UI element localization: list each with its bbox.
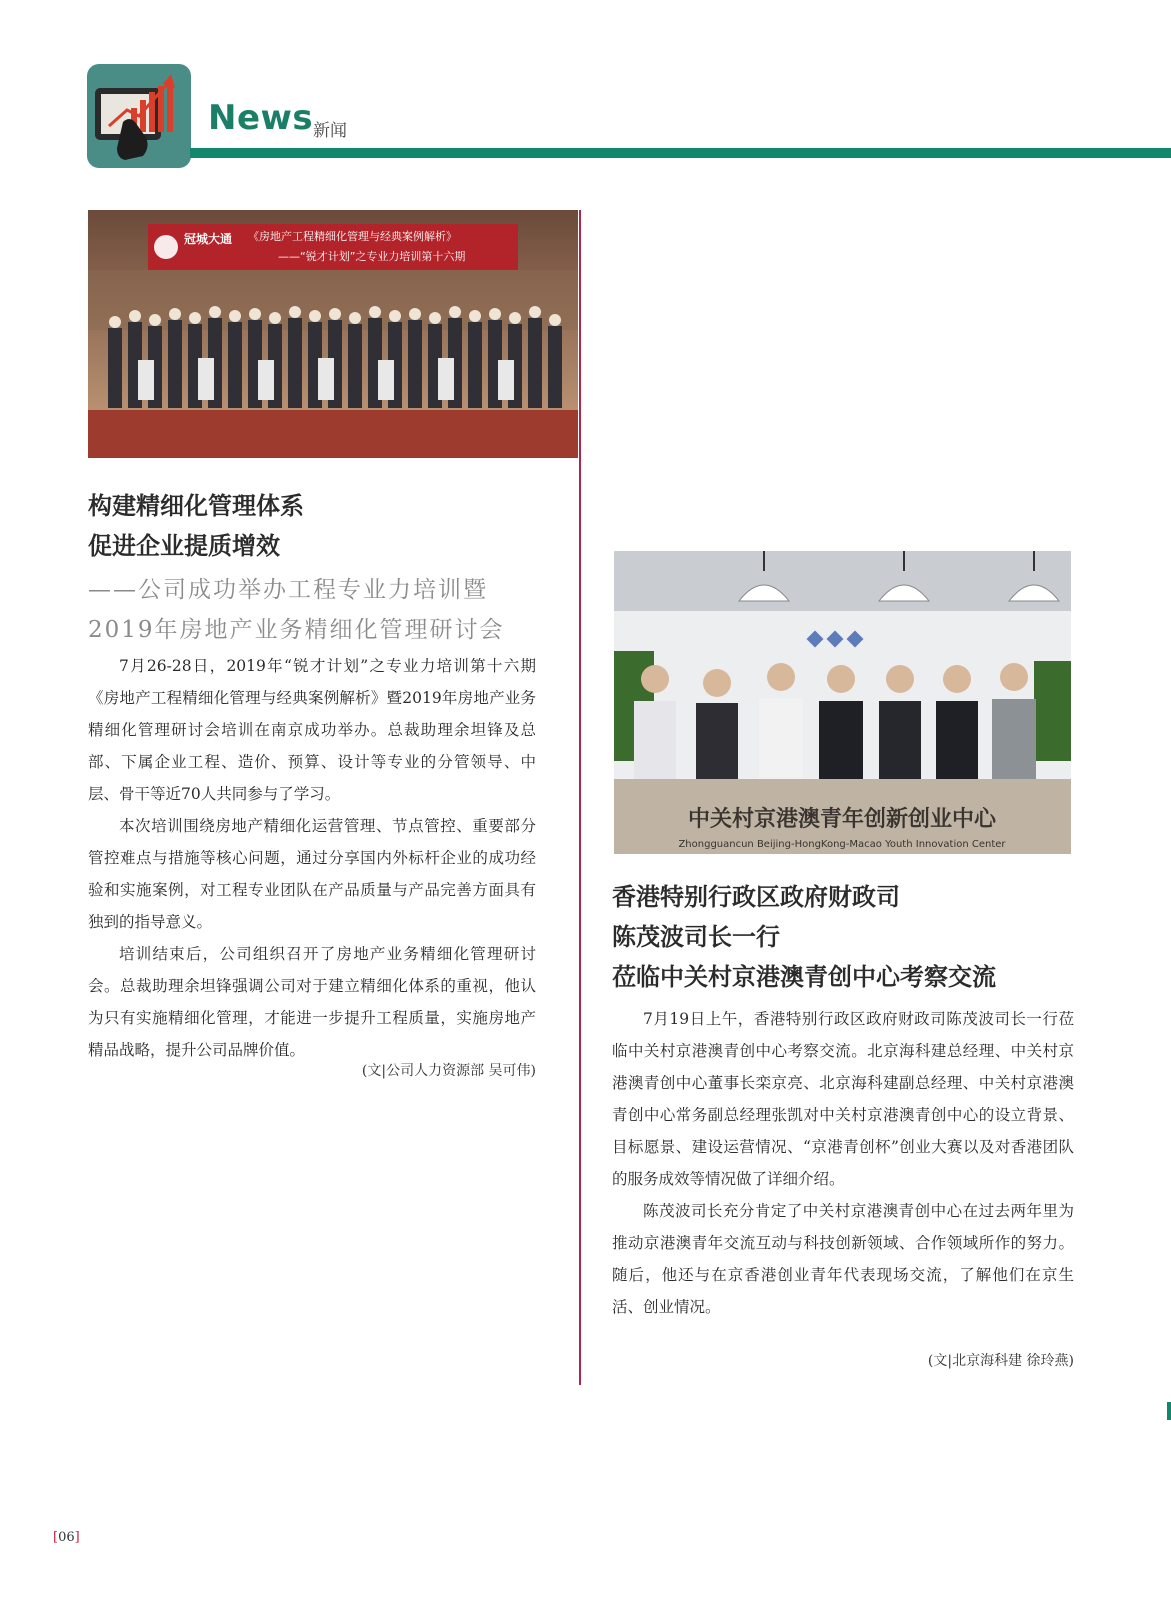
- column-divider: [579, 210, 581, 1385]
- article2-headline: [612, 877, 1072, 997]
- sign-chinese: 中关村京港澳青年创新创业中心: [687, 807, 997, 832]
- article1-subhead-line1: ——公司成功举办工程专业力培训暨: [88, 577, 488, 603]
- article1-credit: (文|公司人力资源部 吴可伟): [361, 1063, 536, 1079]
- article2-headline-line1: 香港特别行政区政府财政司: [612, 882, 900, 911]
- article1-paragraph: 7月26-28日，2019年“锐才计划”之专业力培训第十六期《房地产工程精细化管理与经典案例解析》暨2019年房地产业务精细化管理研讨会培训在南京成功举办。总裁助理余坦锋及总部、下属企业工程、造价、预算、设计等专业的分管领导、中层、骨干等近70人共同参与了学习。: [88, 657, 536, 803]
- article1-headline-line1: 构建精细化管理体系: [88, 491, 304, 520]
- article2-body: [612, 1003, 1074, 1323]
- article1-paragraph: 本次培训围绕房地产精细化运营管理、节点管控、重要部分管控难点与措施等核心问题，通过分享国内外标杆企业的成功经验和实施案例，对工程专业团队在产品质量与产品完善方面具有独到的指导意义。: [88, 817, 536, 931]
- visit-group-photo: [614, 551, 1071, 854]
- section-subtitle: 新闻: [313, 121, 347, 141]
- edge-marker: [1167, 1402, 1171, 1420]
- article2-paragraph: 陈茂波司长充分肯定了中关村京港澳青创中心在过去两年里为推动京港澳青年交流互动与科技创新领域、合作领域所作的努力。随后，他还与在京香港创业青年代表现场交流，了解他们在京生活、创业情况。: [612, 1202, 1074, 1316]
- training-group-photo: [88, 210, 578, 458]
- page-number-value: 06: [58, 1530, 75, 1545]
- section-title: News: [208, 98, 314, 138]
- news-logo: [87, 64, 191, 168]
- article1-paragraph: 培训结束后，公司组织召开了房地产业务精细化管理研讨会。总裁助理余坦锋强调公司对于建立精细化体系的重视，他认为只有实施精细化管理，才能进一步提升工程质量，实施房地产精品战略，提升公司品牌价值。: [88, 945, 536, 1059]
- article1-subhead-line2: 2019年房地产业务精细化管理研讨会: [88, 617, 505, 643]
- article1-headline: [88, 486, 548, 566]
- article2-credit: (文|北京海科建 徐玲燕): [927, 1353, 1074, 1369]
- article1-body: [88, 650, 536, 1066]
- chart-tablet-icon: [87, 64, 191, 168]
- header-rule: [190, 148, 1171, 158]
- banner-line1: 《房地产工程精细化管理与经典案例解析》: [248, 230, 457, 243]
- article2-paragraph: 7月19日上午，香港特别行政区政府财政司陈茂波司长一行莅临中关村京港澳青创中心考察交流。北京海科建总经理、中关村京港澳青创中心董事长栾京亮、北京海科建副总经理、中关村京港澳青创中心常务副总经理张凯对中关村京港澳青创中心的设立背景、目标愿景、建设运营情况、“京港青创杯”创业大赛以及对香港团队的服务成效等情况做了详细介绍。: [612, 1010, 1074, 1188]
- banner-line2: ——“锐才计划”之专业力培训第十六期: [278, 250, 466, 263]
- article2-headline-line3: 莅临中关村京港澳青创中心考察交流: [612, 962, 996, 991]
- article1-subhead: [88, 570, 558, 650]
- banner-brand: 冠城大通: [184, 232, 233, 246]
- sign-english: Zhongguancun Beijing-HongKong-Macao Youth Innovation Center: [678, 839, 1006, 850]
- article1-headline-line2: 促进企业提质增效: [88, 531, 280, 560]
- page-number: [06]: [53, 1530, 80, 1545]
- article2-headline-line2: 陈茂波司长一行: [612, 922, 780, 951]
